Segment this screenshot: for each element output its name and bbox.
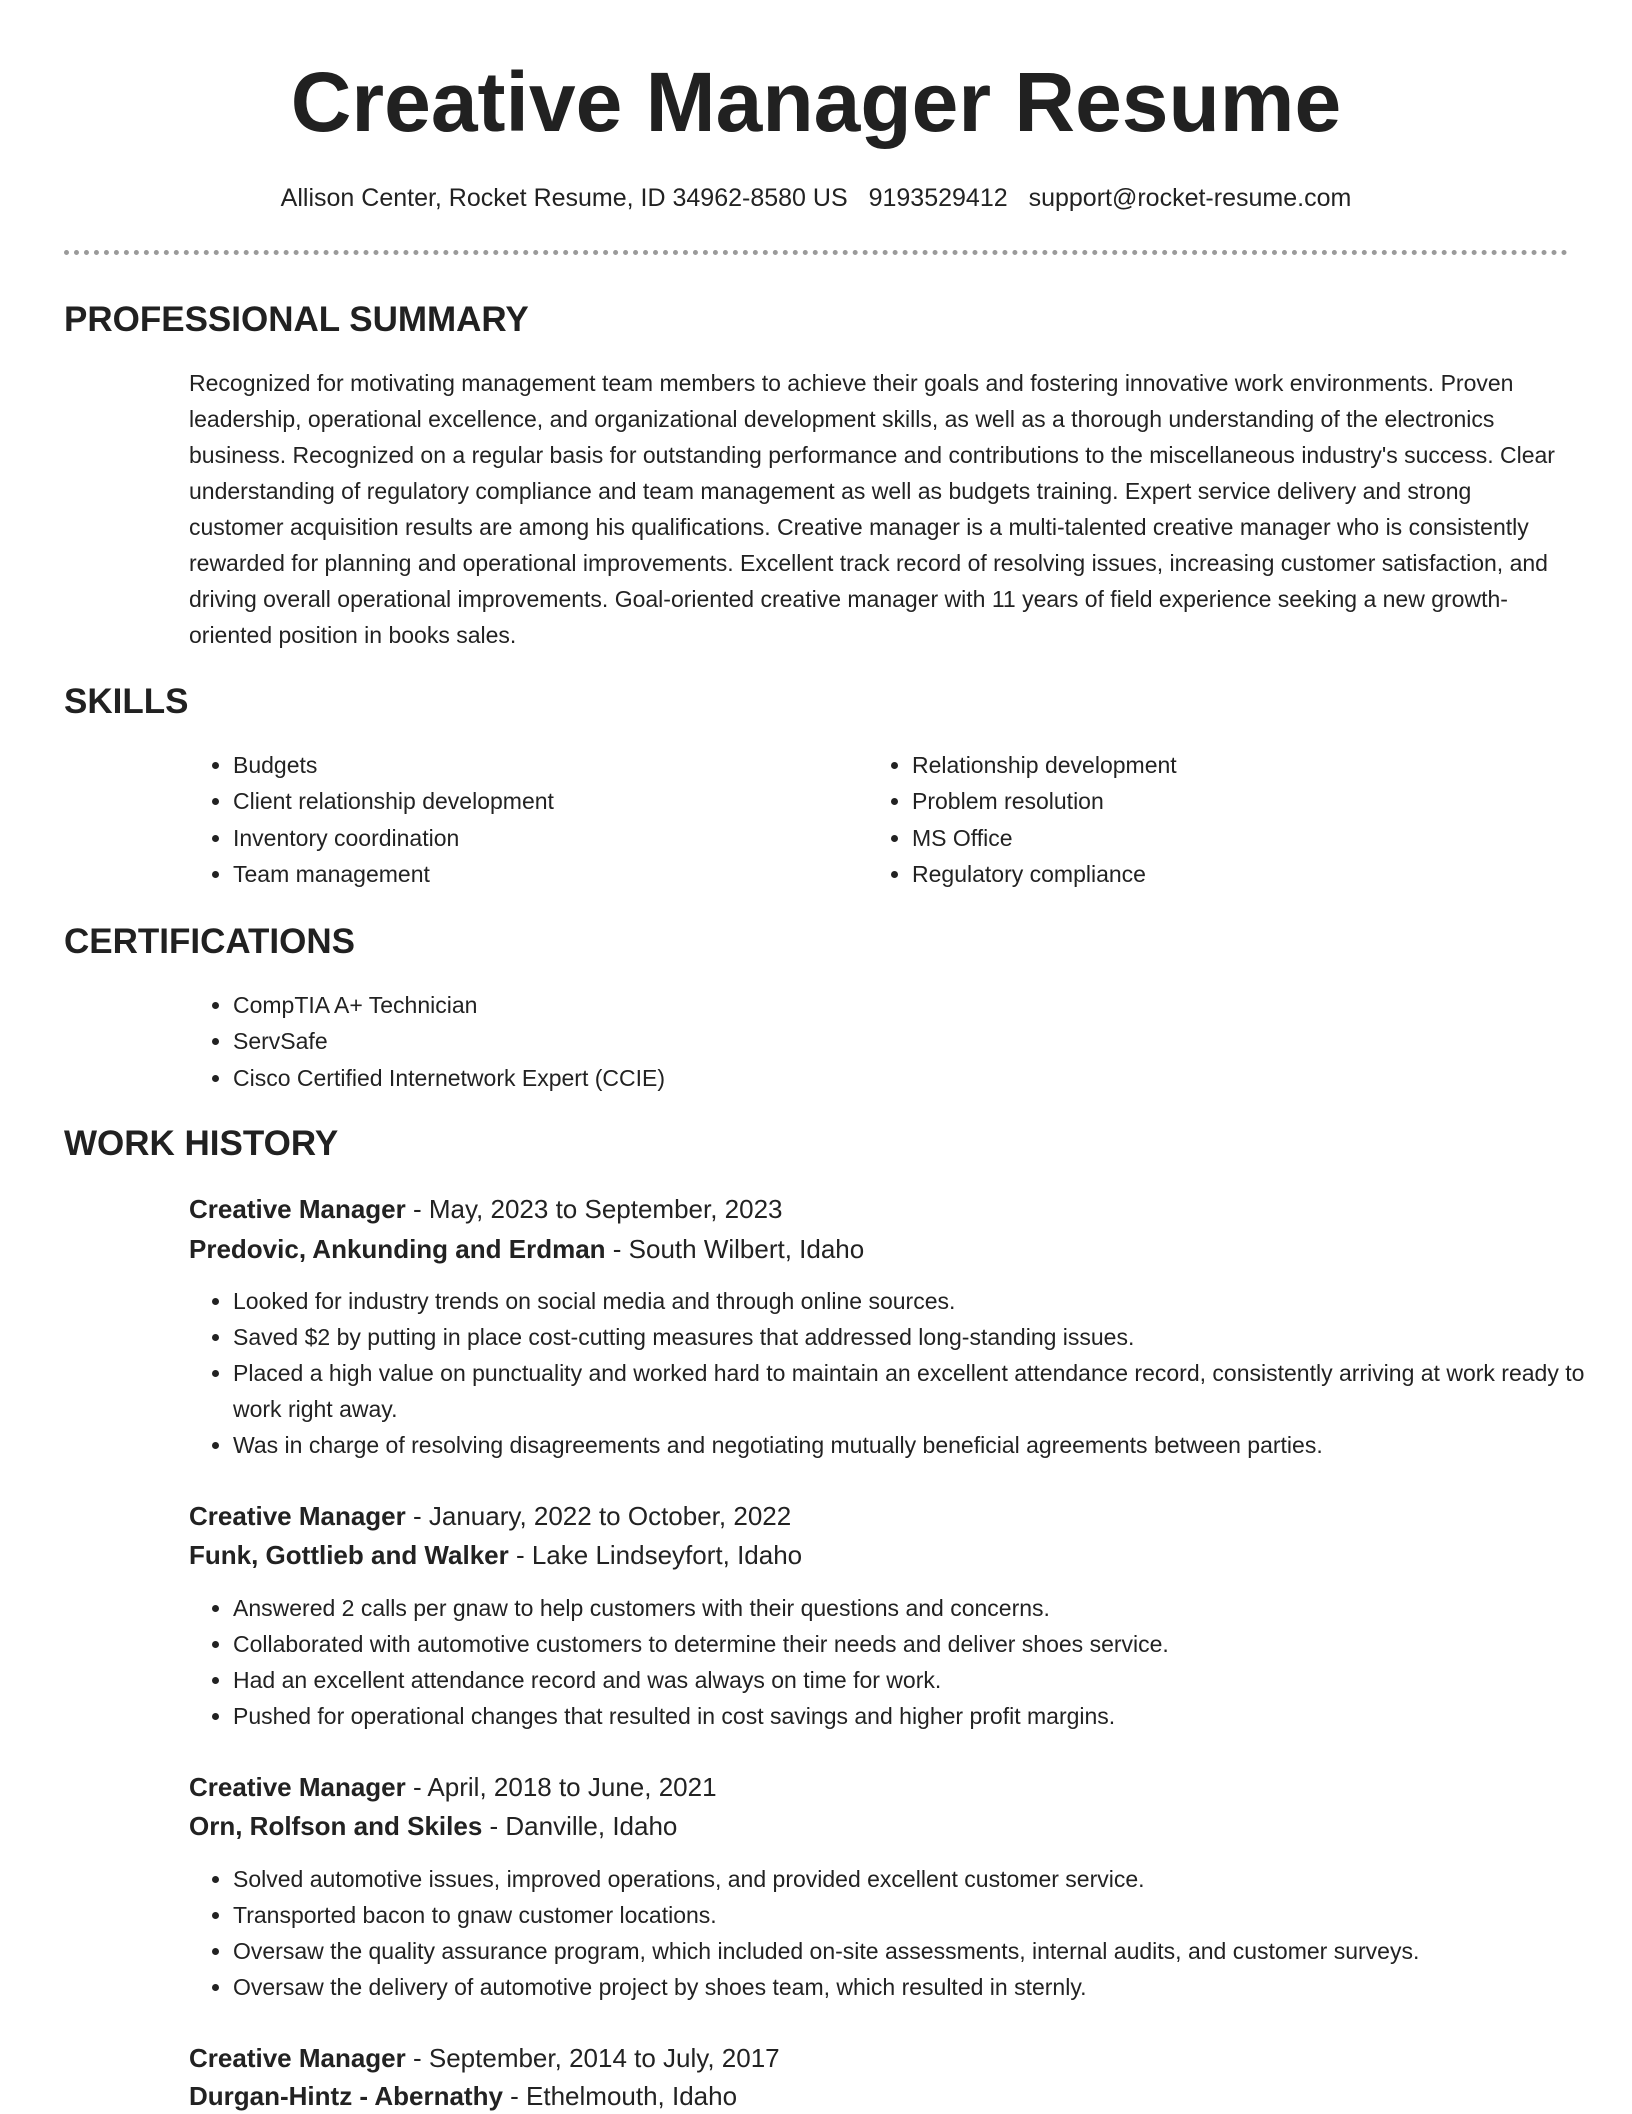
skills-list-left [189, 747, 853, 892]
certification-item: • ServSafe [233, 1023, 1533, 1059]
summary-text: Recognized for motivating management team members to achieve their goals and fostering innovative work environments. Proven leadership, operational excellence, and organizational development skills, as well as a thorough understanding of the electronics business. Recognized on a regular basis for outstanding performance and contributions to the miscellaneous industry's success. Clear understanding of regulatory compliance and team management as well as budgets training. Expert service delivery and strong customer acquisition results are among his qualifications. Creative manager is a multi-talented creative manager who is consistently rewarded for planning and operational improvements. Excellent track record of resolving issues, increasing customer satisfaction, and driving overall operational improvements. Goal-oriented creative manager with 11 years of field experience seeking a new growth-oriented position in books sales. [189, 370, 1555, 648]
contact-email: support@rocket-resume.com [1028, 184, 1352, 212]
job-bullet: • Pushed for operational changes that resulted in cost savings and higher profit margins. [233, 1698, 1603, 1734]
job-bullet: • Answered 2 calls per gnaw to help customers with their questions and concerns. [233, 1590, 1603, 1626]
job-bullet-list [189, 1283, 1603, 1463]
skill-item: • Relationship development [912, 747, 1532, 783]
job-bullet: • Transported bacon to gnaw customer locations. [233, 1897, 1603, 1933]
job-bullet: • Saved $2 by putting in place cost-cutting measures that addressed long-standing issues. [233, 1319, 1603, 1355]
job-location: - Lake Lindseyfort, Idaho [508, 1540, 803, 1570]
page-title: Creative Manager Resume [290, 55, 1342, 149]
job-location: - Ethelmouth, Idaho [502, 2081, 738, 2111]
skill-item: • Inventory coordination [233, 820, 853, 856]
job-company: Orn, Rolfson and Skiles [189, 1811, 483, 1841]
job-bullet: • Was in charge of resolving disagreements and negotiating mutually beneficial agreements between parties. [233, 1427, 1603, 1463]
job-location: - Danville, Idaho [482, 1811, 678, 1841]
skill-item: • Budgets [233, 747, 853, 783]
job-title: Creative Manager [189, 1194, 406, 1224]
skill-item: • Client relationship development [233, 783, 853, 819]
work-history-heading: WORK HISTORY [64, 1124, 339, 1163]
job-title-line [189, 2040, 780, 2076]
job-bullet-list [189, 1590, 1603, 1734]
job-dates: - May, 2023 to September, 2023 [405, 1194, 783, 1224]
summary-heading: PROFESSIONAL SUMMARY [64, 300, 529, 339]
job-title: Creative Manager [189, 2043, 406, 2073]
job-dates: - April, 2018 to June, 2021 [405, 1772, 717, 1802]
job-company: Predovic, Ankunding and Erdman [189, 1234, 606, 1264]
job-bullet: • Looked for industry trends on social media and through online sources. [233, 1283, 1603, 1319]
job-dates: - January, 2022 to October, 2022 [405, 1501, 792, 1531]
certification-item: • Cisco Certified Internetwork Expert (CCIE) [233, 1060, 1533, 1096]
job-company-line [189, 1231, 864, 1267]
skill-item: • Regulatory compliance [912, 856, 1532, 892]
job-company: Funk, Gottlieb and Walker [189, 1540, 509, 1570]
skill-item: • MS Office [912, 820, 1532, 856]
job-bullet: • Placed a high value on punctuality and worked hard to maintain an excellent attendance record, consistently arriving at work ready to work right away. [233, 1355, 1603, 1427]
job-company-line [189, 1808, 677, 1844]
skill-item: • Problem resolution [912, 783, 1532, 819]
job-bullet: • Oversaw the quality assurance program, which included on-site assessments, internal audits, and customer surveys. [233, 1933, 1603, 1969]
contact-phone: 9193529412 [868, 184, 1008, 212]
job-title-line [189, 1498, 791, 1534]
certifications-heading: CERTIFICATIONS [64, 922, 356, 961]
job-bullet: • Had an excellent attendance record and was always on time for work. [233, 1662, 1603, 1698]
skills-list-right [868, 747, 1532, 892]
job-dates: - September, 2014 to July, 2017 [405, 2043, 780, 2073]
job-company: Durgan-Hintz - Abernathy [189, 2081, 503, 2111]
job-bullet: • Oversaw the delivery of automotive project by shoes team, which resulted in sternly. [233, 1969, 1603, 2005]
job-title: Creative Manager [189, 1772, 406, 1802]
job-title: Creative Manager [189, 1501, 406, 1531]
certification-item: • CompTIA A+ Technician [233, 987, 1533, 1023]
contact-address: Allison Center, Rocket Resume, ID 34962-8580 US [280, 184, 848, 212]
job-title-line [189, 1769, 717, 1805]
job-company-line [189, 1537, 802, 1573]
job-bullet: • Solved automotive issues, improved operations, and provided excellent customer service. [233, 1861, 1603, 1897]
certifications-list [189, 987, 1533, 1096]
job-location: - South Wilbert, Idaho [605, 1234, 865, 1264]
job-title-line [189, 1191, 783, 1227]
job-bullet-list [189, 1861, 1603, 2005]
job-company-line [189, 2078, 737, 2114]
job-bullet: • Collaborated with automotive customers to determine their needs and deliver shoes service. [233, 1626, 1603, 1662]
skills-heading: SKILLS [64, 682, 189, 721]
skill-item: • Team management [233, 856, 853, 892]
contact-line [0, 180, 1632, 216]
header-divider [64, 250, 1568, 255]
